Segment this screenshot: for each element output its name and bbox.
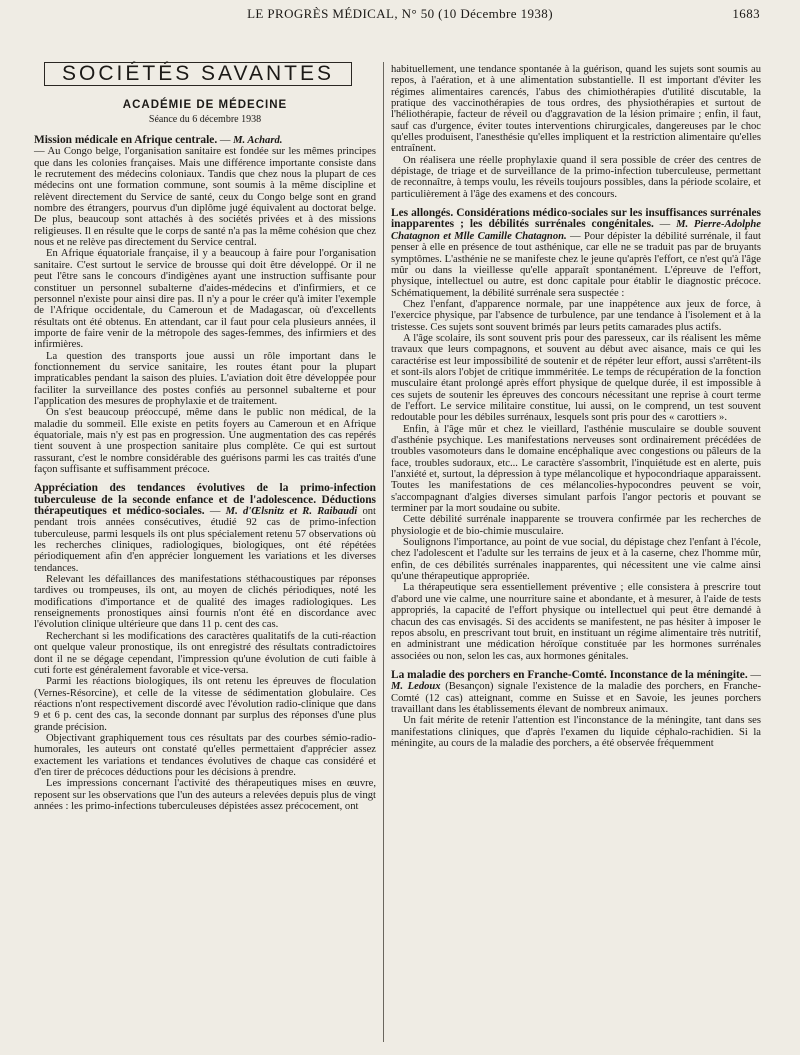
article-author: M. Pierre-Adolphe Chatagnon et Mlle Camille Chatagnon. (391, 219, 761, 242)
right-column (391, 64, 761, 749)
paragraph: Les impressions concernant l'activité des thérapeutiques mises en œuvre, reposent sur les observations que l'un des auteurs a relevées depuis plus de vingt années : les primo-infections tuberculeuses dépistées assez précocement, ont (34, 778, 376, 812)
title-separator: — (217, 135, 234, 147)
article-primo-infection (34, 483, 376, 574)
column-divider (383, 62, 384, 1042)
left-column (34, 62, 376, 812)
session-date: Séance du 6 décembre 1938 (148, 113, 262, 125)
article-title: Mission médicale en Afrique centrale. (34, 134, 218, 147)
article-author: M. d'Œlsnitz et R. Raibaudi (225, 506, 358, 518)
running-head (40, 6, 760, 22)
article-author: M. Achard. (233, 135, 283, 147)
academy-heading: ACADÉMIE DE MÉDECINE (122, 99, 288, 112)
paragraph: Enfin, à l'âge mûr et chez le vieillard, l'asthénie musculaire se double souvent d'asthénie psychique. Les manifestations nerveuses sont ordinairement précédées de troubles vasomoteurs dans le domaine encéphalique avec congestions ou pâleurs de la face, troubles sudoraux, etc... Le caractère s'assombrit, l'inquiétude est en alerte, puis l'anxiété et, surtout, la dépression à type mélancolique et hypocondriaque apparaissent. Toutes les manifestations de ces mélancolies-hypocondres peuvent se voir, s'accompagnant d'algies diverses simulant parfois l'angor pectoris et pouvant se terminer par la mort soudaine ou subite. (391, 423, 761, 515)
article-title: La maladie des porchers en Franche-Comté. Inconstance de la méningite. (391, 668, 748, 681)
paragraph: La thérapeutique sera essentiellement préventive ; elle consistera à prescrire tout d'abord une vie calme, une nourriture saine et abondante, et à mesurer, à l'aide de tests appropriés, la capacité de l'effort physique ou intellectuel qui peut être demandé à chacun des cas envisagés. Si des accidents se manifestent, ne pas hésiter à imposer le repos absolu, en prescrivant tout bruit, en instituant un régime alimentaire très nutritif, en administrant une médication héroïque constituée par les hormones surrénales associées ou non, selon les cas, aux hormones génitales. (391, 582, 761, 662)
paragraph: Soulignons l'importance, au point de vue social, du dépistage chez l'enfant à l'école, chez l'adolescent et l'adulte sur les terrains de jeux et à la caserne, chez l'homme mûr, enfin, de ces débilités surrénales inapparentes, qui nécessitent une vie calme ainsi qu'une thérapeutique appropriée. (391, 537, 761, 583)
article-mission-medicale (34, 135, 376, 146)
paragraph: Parmi les réactions biologiques, ils ont retenu les épreuves de floculation (Vernes-Résorcine), et celle de la vitesse de sédimentation globulaire. Ces réactions n'ont respectivement discordé avec l'évolution radio-clinique que dans 9 et 6 p. cent des cas, la seconde donnant par surplus des réponses d'une plus grande précision. (34, 676, 376, 733)
paragraph: Chez l'enfant, d'apparence normale, par une inappétence aux jeux de force, à l'exercice physique, par l'absence de turbulence, par une tendance à l'isolement et à la tristesse. Ces sujets sont souvent brimés par leurs petits camarades plus actifs. (391, 298, 761, 333)
section-title: SOCIÉTÉS SAVANTES (44, 62, 352, 86)
paragraph-text: ont pendant trois années consécutives, étudié 92 cas de primo-infection tuberculeuse, parmi lesquels ils ont plus spécialement retenu 57 observations où les recherches cliniques, radiologiques, biologiques, ont été répétées périodiquement afin d'en apprécier longuement les variations et les diverses tendances. (34, 506, 376, 574)
paragraph: habituellement, une tendance spontanée à la guérison, quand les sujets sont soumis au repos, à l'aération, et à une alimentation substantielle. Il est important d'éviter les régimes alimentaires carencés, l'abus des chimiothérapies d'utilité discutable, la pratique des vaccinothérapies de tous ordres, des physiothérapies et surtout de l'héliothérapie, facteur de réveil ou d'aggravation de la lésion primaire ; enfin, il faut, sauf cas d'urgence, éviter toutes interventions chirurgicales, dangereuses par le choc qu'elles produisent, l'anesthésie qu'elles impliquent et la restriction alimentaire qu'elles entraînent. (391, 64, 761, 155)
article-author: M. Ledoux (391, 681, 441, 693)
paragraph: Objectivant graphiquement tous ces résultats par des courbes sémio-radio-humorales, les auteurs ont constaté qu'elles permettaient d'apprécier assez exactement les variations et tendances évolutives de chaque cas considéré et d'en tirer de précoces déductions pour les décisions à prendre. (34, 732, 376, 778)
paragraph: En Afrique équatoriale française, il y a beaucoup à faire pour l'organisation sanitaire. C'est surtout le service de brousse qui doit être développé. Or il ne peut l'être sans le concours d'indigènes ayant une instruction suffisante pour constituer un personnel subalterne d'aides-médecins et d'infirmiers, et ce personnel n'existe pour ainsi dire pas. Il n'y a pour le créer qu'à imiter l'exemple de l'Afrique occidentale, du Cameroun et de Madagascar, où d'excellents résultats ont été obtenus. En attendant, car il faut pour cela plusieurs années, il importe de faire venir de la métropole des sages-femmes, des infirmiers et des infirmières. (34, 248, 376, 351)
paragraph-text: (Besançon) signale l'existence de la maladie des porchers, en Franche-Comté (12 cas) atteignant, comme en Suisse et en Savoie, les jeunes porchers travaillant dans les établissements élevant de nombreux animaux. (391, 681, 761, 715)
paragraph: On s'est beaucoup préoccupé, même dans le public non médical, de la maladie du sommeil. Elle existe en petits foyers au Cameroun et en Afrique équatoriale, mais n'y est pas en progression. Une augmentation des cas repérés tient souvent à une prospection sanitaire plus complète. Ce qui est surtout rassurant, c'est le nombre considérable des guérisons parmi les cas traités d'une façon suffisante et suffisamment précoce. (34, 407, 376, 475)
paragraph: On réalisera une réelle prophylaxie quand il sera possible de créer des centres de dépistage, de triage et de surveillance de la primo-infection tuberculeuse, permettant de reconnaître, à temps voulu, les réveils toujours possibles, dans la période scolaire, et particulièrement à l'âge des examens et des concours. (391, 154, 761, 200)
paragraph: — Au Congo belge, l'organisation sanitaire est fondée sur les mêmes principes que dans les colonies françaises. Mais une différence importante consiste dans le recrutement des médecins coloniaux. Tandis que chez nous la plupart de ces médecins ont une formation commune, sont soumis à la même discipline et relèvent directement du Service de santé, ceux du Congo belge sont en grand nombre des étrangers, pourvus d'un diplôme jugé équivalent au doctorat belge. De plus, beaucoup sont attachés à des sociétés privées et à des missions religieuses. Il en résulte que le corps de santé n'a pas la même cohésion que chez nous et ne relève pas directement du Service central. (34, 146, 376, 249)
title-separator: — (653, 219, 677, 231)
title-separator: — (747, 669, 761, 681)
paragraph-text: — Pour dépister la débilité surrénale, il faut penser à elle en présence de tout asthénique, car elle ne se traduit pas par de bruyants symptômes. L'asthénie ne se manifeste chez le jeune qu'après l'effort, ce n'est qu'à l'âge mûr ou dans la vieillesse qu'elle apparaît spontanément. L'épreuve de l'effort, physique, intellectuel ou autre, est donc capitale pour établir le diagnostic précoce. Schématiquement, la débilité surrénale sera suspectée : (391, 230, 761, 299)
journal-title: LE PROGRÈS MÉDICAL, N° 50 (10 Décembre 1938) (247, 6, 553, 21)
paragraph: Relevant les défaillances des manifestations stéthacoustiques par réponses tardives ou trompeuses, ils ont, au moyen de clichés périodiques, noté les modifications d'importance et de qualité des images radiologiques. Les renseignements pronostiques ainsi fournis n'ont été en discordance avec l'évolution clinique ultérieure que dans 11 p. cent des cas. (34, 574, 376, 631)
paragraph: Recherchant si les modifications des caractères qualitatifs de la cuti-réaction ont quelque valeur pronostique, ils ont enregistré des résultats contradictoires dont il ne se dégage cependant, l'impression qu'une évolution de cuti faible à cuti forte est généralement favorable et vice-versa. (34, 630, 376, 676)
article-maladie-porchers (391, 670, 761, 715)
article-title: Les allongés. Considérations médico-sociales sur les insuffisances surrénales inapparentes ; les débilités surrénales congénitales. (391, 207, 761, 231)
paragraph: Cette débilité surrénale inapparente se trouvera confirmée par les recherches de physiologie et de bio-chimie musculaire. (391, 514, 761, 537)
paragraph: La question des transports joue aussi un rôle important dans le fonctionnement du service sanitaire, les routes étant pour la plupart impraticables pendant la saison des pluies. L'aviation doit être développée pour faciliter la surveillance des postes confiés au personnel subalterne et pour l'application des mesures de prophylaxie et de traitement. (34, 350, 376, 407)
paragraph: A l'âge scolaire, ils sont souvent pris pour des paresseux, car ils réalisent les même travaux que leurs compagnons, et souvent au début avec aisance, mais ce qui les caractérise est leur impossibilité de soutenir et de répéter leur effort, aussi s'arrêtent-ils et sont-ils alors l'objet de critique immméritée. Le temps de récupération de la fonction musculaire étant prolongé après effort physique de quelque durée, il est impossible à ces sujets de soutenir les épreuves des concours nécessitant une reprise à court terme de l'effort. Le service militaire constitue, lui aussi, on le comprend, un test souvent redoutable pour les débiles surrénaux, lesquels sont pris pour des « carottiers ». (391, 332, 761, 424)
article-les-allonges (391, 208, 761, 299)
paragraph: Un fait mérite de retenir l'attention est l'inconstance de la méningite, tant dans ses manifestations cliniques, que d'après l'examen du liquide céphalo-rachidien. Si la méningite, au cours de la maladie des porchers, a été observée fréquemment (391, 715, 761, 749)
title-separator: — (204, 506, 226, 518)
page-number: 1683 (732, 6, 760, 21)
article-title: Appréciation des tendances évolutives de la primo-infection tuberculeuse de la seconde enfance et de l'adolescence. Déductions thérapeutiques et médico-sociales. (34, 482, 376, 518)
